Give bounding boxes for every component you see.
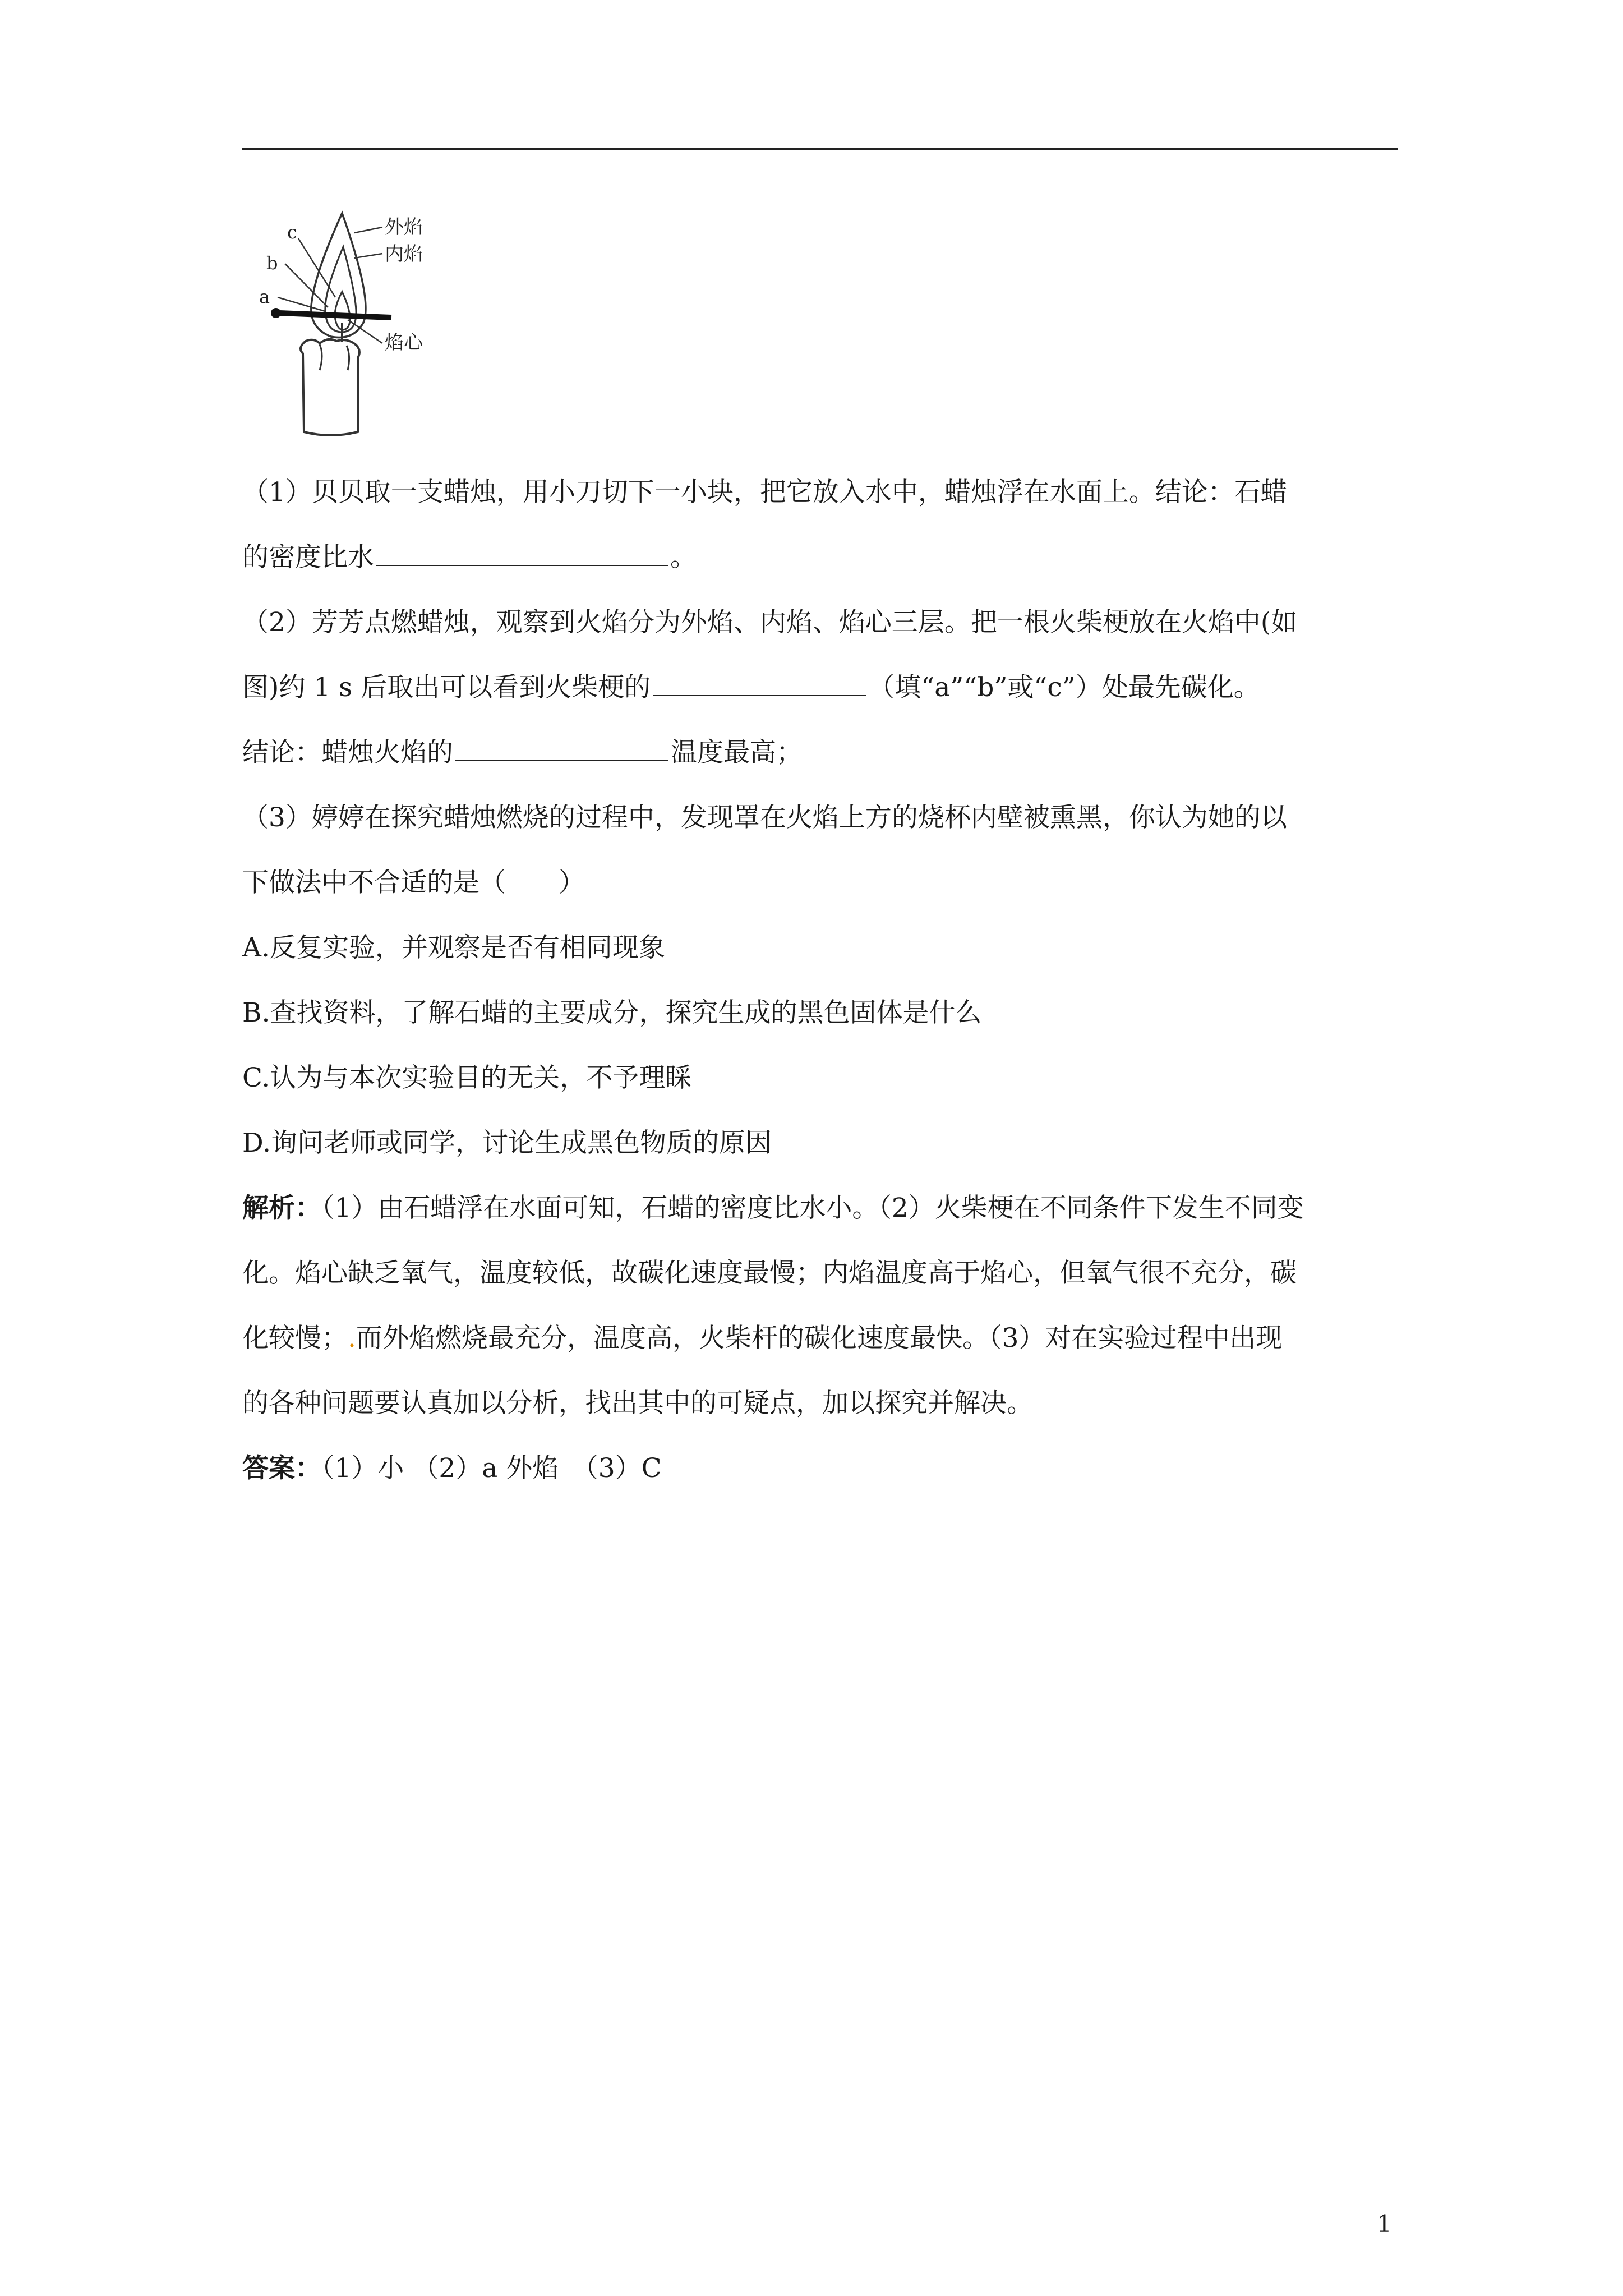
label-flame-core: 焰心	[385, 332, 423, 354]
label-inner-flame: 内焰	[385, 243, 423, 265]
analysis-line2: 化。焰心缺乏氧气，温度较低，故碳化速度最慢；内焰温度高于焰心，但氧气很不充分，碳	[242, 1258, 1297, 1289]
option-c: C.认为与本次实验目的无关，不予理睬	[242, 1062, 692, 1093]
analysis-mark: .	[348, 1323, 356, 1354]
answer-line	[242, 1436, 1398, 1501]
option-b: B.查找资料，了解石蜡的主要成分，探究生成的黑色固体是什么	[242, 997, 982, 1028]
analysis-line3-prefix: 化较慢；	[242, 1323, 348, 1354]
q2-position-blank	[653, 694, 866, 696]
answer-label: 答案：	[242, 1453, 321, 1484]
candle-body	[301, 339, 359, 435]
q2-line3-suffix: 温度最高；	[671, 737, 803, 768]
label-b: b	[266, 252, 278, 274]
label-outer-flame: 外焰	[385, 216, 423, 238]
q3-line1: （3）婷婷在探究蜡烛燃烧的过程中，发现罩在火焰上方的烧杯内壁被熏黑，你认为她的以	[242, 802, 1287, 833]
q2-line3-prefix: 结论：蜡烛火焰的	[242, 737, 453, 768]
q1-answer-blank	[376, 564, 668, 566]
analysis-line3-suffix: 而外焰燃烧最充分，温度高，火柴杆的碳化速度最快。（3）对在实验过程中出现	[356, 1323, 1283, 1354]
q1-line1: （1）贝贝取一支蜡烛，用小刀切下一小块，把它放入水中，蜡烛浮在水面上。结论：石蜡	[242, 477, 1287, 508]
label-a: a	[259, 286, 270, 307]
q2-conclusion-blank	[455, 760, 668, 761]
q3-line2: 下做法中不合适的是（ ）	[242, 867, 585, 898]
candle-flame-diagram	[236, 208, 471, 443]
analysis-line1	[242, 1176, 1398, 1241]
q1-line2	[242, 525, 1398, 590]
q1-line2-suffix: 。	[670, 542, 697, 573]
q2-line2-suffix: （填“a”“b”或“c”）处最先碳化。	[868, 672, 1260, 703]
analysis-line4: 的各种问题要认真加以分析，找出其中的可疑点，加以探究并解决。	[242, 1388, 1033, 1419]
q2-line1: （2）芳芳点燃蜡烛，观察到火焰分为外焰、内焰、焰心三层。把一根火柴梗放在火焰中(如	[242, 607, 1298, 638]
option-d: D.询问老师或同学，讨论生成黑色物质的原因	[242, 1128, 772, 1158]
answer-text: （1）小 （2）a 外焰 （3）C	[321, 1453, 662, 1484]
analysis-line3	[242, 1306, 1398, 1371]
q2-line2-prefix: 图)约 1 s 后取出可以看到火柴梗的	[242, 672, 651, 703]
header-rule	[242, 148, 1398, 150]
label-c: c	[287, 222, 297, 243]
q2-line2	[242, 655, 1398, 720]
analysis-text-1: （1）由石蜡浮在水面可知，石蜡的密度比水小。（2）火柴梗在不同条件下发生不同变	[321, 1193, 1304, 1223]
document-content	[242, 460, 1398, 1501]
candle-flame-figure	[236, 208, 471, 443]
q2-line3	[242, 720, 1398, 785]
q1-line2-prefix: 的密度比水	[242, 542, 374, 573]
analysis-label: 解析：	[242, 1193, 321, 1223]
match-stick	[279, 313, 391, 318]
page-number: 1	[1377, 2210, 1392, 2238]
option-a: A.反复实验，并观察是否有相同现象	[242, 932, 665, 963]
